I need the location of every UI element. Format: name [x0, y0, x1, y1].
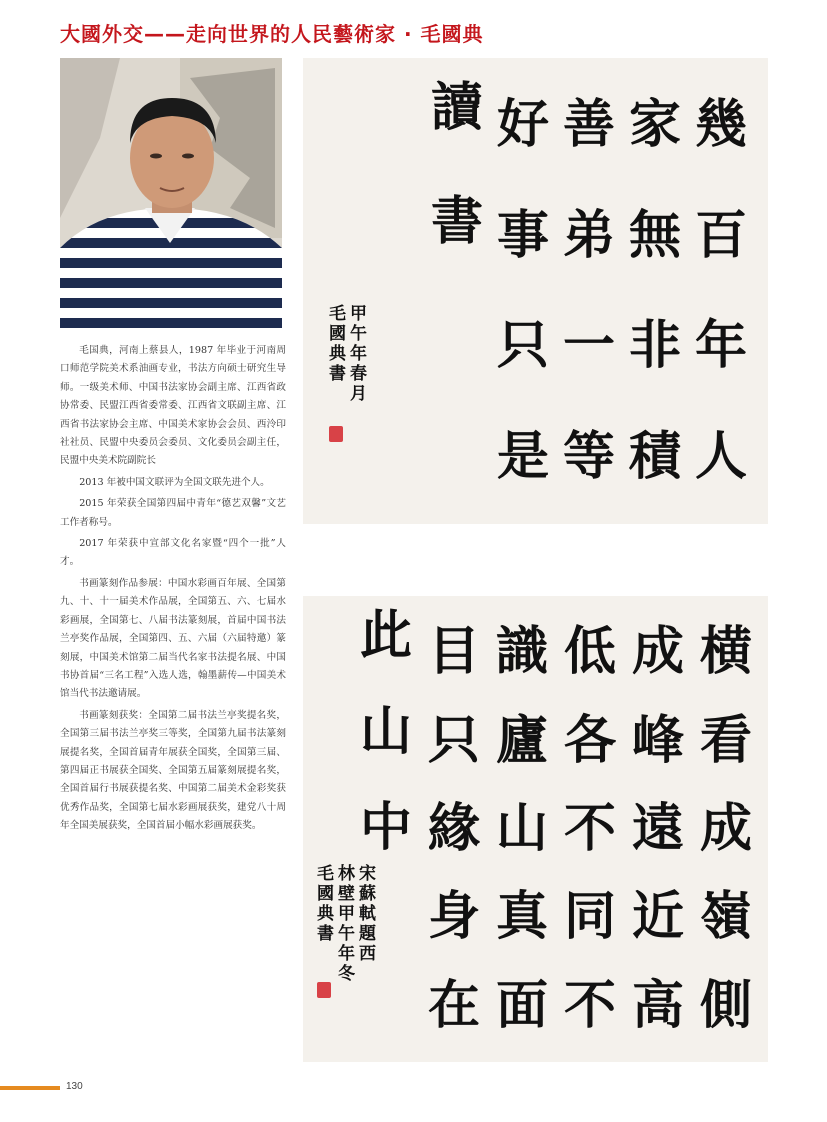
signature-char: 壁	[338, 884, 355, 904]
calligraphy-char: 不	[563, 797, 616, 859]
calligraphy-text	[424, 58, 754, 524]
calligraphy-text	[352, 596, 760, 1062]
artist-biography	[60, 342, 286, 839]
calligraphy-char: 看	[699, 709, 752, 771]
calligraphy-char: 嶺	[699, 886, 752, 948]
signature-char: 冬	[338, 964, 355, 984]
calligraphy-char: 成	[631, 621, 684, 683]
signature-char: 西	[359, 944, 376, 964]
calligraphy-char: 此	[359, 605, 412, 666]
signature-char: 題	[359, 924, 376, 944]
calligraphy-char: 近	[631, 886, 684, 948]
calligraphy-char: 非	[628, 315, 681, 377]
calligraphy-char: 身	[427, 886, 480, 948]
bio-paragraph: 书画篆刻作品参展：中国水彩画百年展、全国第九、十、十一届美术作品展，全国第五、六、七届水彩画展，全国第七、八届书法篆刻展，首届中国书法兰亭奖作品展，全国第四、五、六届（六届特邀）篆刻展，中国美术馆第二届当代名家书法提名展、中国书协首届“三名工程”入选人选，翰墨薪传—中国美术馆当代书法邀请展。	[60, 577, 286, 700]
calligraphy-char: 積	[628, 425, 681, 487]
calligraphy-char: 年	[694, 315, 747, 377]
calligraphy-char: 緣	[427, 797, 480, 859]
calligraphy-char: 書	[430, 191, 483, 252]
calligraphy-char: 善	[562, 94, 615, 156]
bio-paragraph: 毛国典，河南上蔡县人，1987 年毕业于河南周口师范学院美术系油画专业，书法方向硕士研究生导师。一级美术师、中国书法家协会副主席、江西省政协常委、民盟江西省委常委、江西省文联副主席、江西省书法家协会主席、中国美术家协会会员、西泠印社社员、民盟中央委员会委员、文化委员会副主任，民盟中央美术院副院长	[60, 345, 286, 467]
bio-paragraph: 2013 年被中国文联评为全国文联先进个人。	[79, 476, 270, 488]
bio-paragraph: 2017 年荣获中宣部文化名家暨“四个一批”人才。	[60, 538, 286, 568]
calligraphy-char: 家	[628, 94, 681, 156]
calligraphy-char: 真	[495, 886, 548, 948]
signature-char: 書	[317, 924, 334, 944]
calligraphy-char: 同	[563, 886, 616, 948]
calligraphy-char: 百	[694, 204, 747, 266]
artist-portrait-photo	[60, 58, 282, 330]
calligraphy-char: 是	[496, 425, 549, 487]
signature-char: 甲	[350, 304, 367, 324]
calligraphy-char: 中	[359, 797, 412, 858]
signature-char: 年	[338, 944, 355, 964]
signature-char: 國	[329, 324, 346, 344]
red-seal-stamp	[329, 426, 343, 442]
signature-char: 年	[350, 344, 367, 364]
calligraphy-char: 高	[631, 974, 684, 1036]
calligraphy-char: 遠	[631, 797, 684, 859]
calligraphy-char: 面	[495, 974, 548, 1036]
signature-char: 毛	[329, 304, 346, 324]
signature-char: 月	[350, 384, 367, 404]
calligraphy-char: 等	[562, 425, 615, 487]
signature-char: 宋	[359, 864, 376, 884]
calligraphy-char: 好	[496, 94, 549, 156]
calligraphy-char: 各	[563, 709, 616, 771]
page-number: 130	[66, 1081, 83, 1092]
calligraphy-char: 弟	[562, 204, 615, 266]
artist-signature	[329, 304, 367, 404]
signature-char: 毛	[317, 864, 334, 884]
calligraphy-char: 在	[427, 974, 480, 1036]
calligraphy-char: 山	[495, 797, 548, 859]
calligraphy-char: 識	[495, 621, 548, 683]
signature-char: 午	[350, 324, 367, 344]
calligraphy-char: 讀	[430, 77, 483, 138]
calligraphy-char: 成	[699, 797, 752, 859]
signature-char: 典	[329, 344, 346, 364]
calligraphy-char: 只	[427, 709, 480, 771]
footer-accent-bar	[0, 1086, 60, 1090]
calligraphy-char: 峰	[631, 709, 684, 771]
red-seal-stamp	[317, 982, 331, 998]
signature-char: 書	[329, 364, 346, 384]
calligraphy-char: 人	[694, 425, 747, 487]
calligraphy-artwork-2	[303, 596, 768, 1062]
calligraphy-char: 無	[628, 204, 681, 266]
signature-char: 午	[338, 924, 355, 944]
signature-char: 林	[338, 864, 355, 884]
page-title: 大國外交——走向世界的人民藝術家 · 毛國典	[60, 22, 484, 46]
bio-paragraph: 书画篆刻获奖：全国第二届书法兰亭奖提名奖，全国第三届书法兰亭奖三等奖，全国第九届书法篆刻展提名奖，全国首届青年展获全国奖，全国第三届、第四届正书展获全国奖、全国第五届篆刻展提名奖，全国首届行书展获提名奖、中国第二届美术金彩奖获优秀作品奖，全国第七届水彩画展获奖，建党八十周年全国美展获奖，全国首届小幅水彩画展获奖。	[60, 709, 286, 832]
calligraphy-char: 一	[562, 315, 615, 377]
calligraphy-char: 廬	[495, 709, 548, 771]
signature-char: 甲	[338, 904, 355, 924]
calligraphy-char: 側	[699, 974, 752, 1036]
calligraphy-char: 事	[496, 204, 549, 266]
calligraphy-char: 低	[563, 621, 616, 683]
calligraphy-char: 幾	[694, 94, 747, 156]
calligraphy-char: 目	[427, 621, 480, 683]
signature-char: 春	[350, 364, 367, 384]
calligraphy-char: 只	[496, 315, 549, 377]
calligraphy-char: 山	[359, 701, 412, 762]
signature-char: 國	[317, 884, 334, 904]
signature-char: 軾	[359, 904, 376, 924]
bio-paragraph: 2015 年荣获全国第四届中青年“德艺双馨”文艺工作者称号。	[60, 498, 286, 528]
calligraphy-char: 不	[563, 974, 616, 1036]
artist-signature	[317, 864, 376, 984]
calligraphy-char: 横	[699, 621, 752, 683]
calligraphy-artwork-1	[303, 58, 768, 524]
signature-char: 蘇	[359, 884, 376, 904]
signature-char: 典	[317, 904, 334, 924]
